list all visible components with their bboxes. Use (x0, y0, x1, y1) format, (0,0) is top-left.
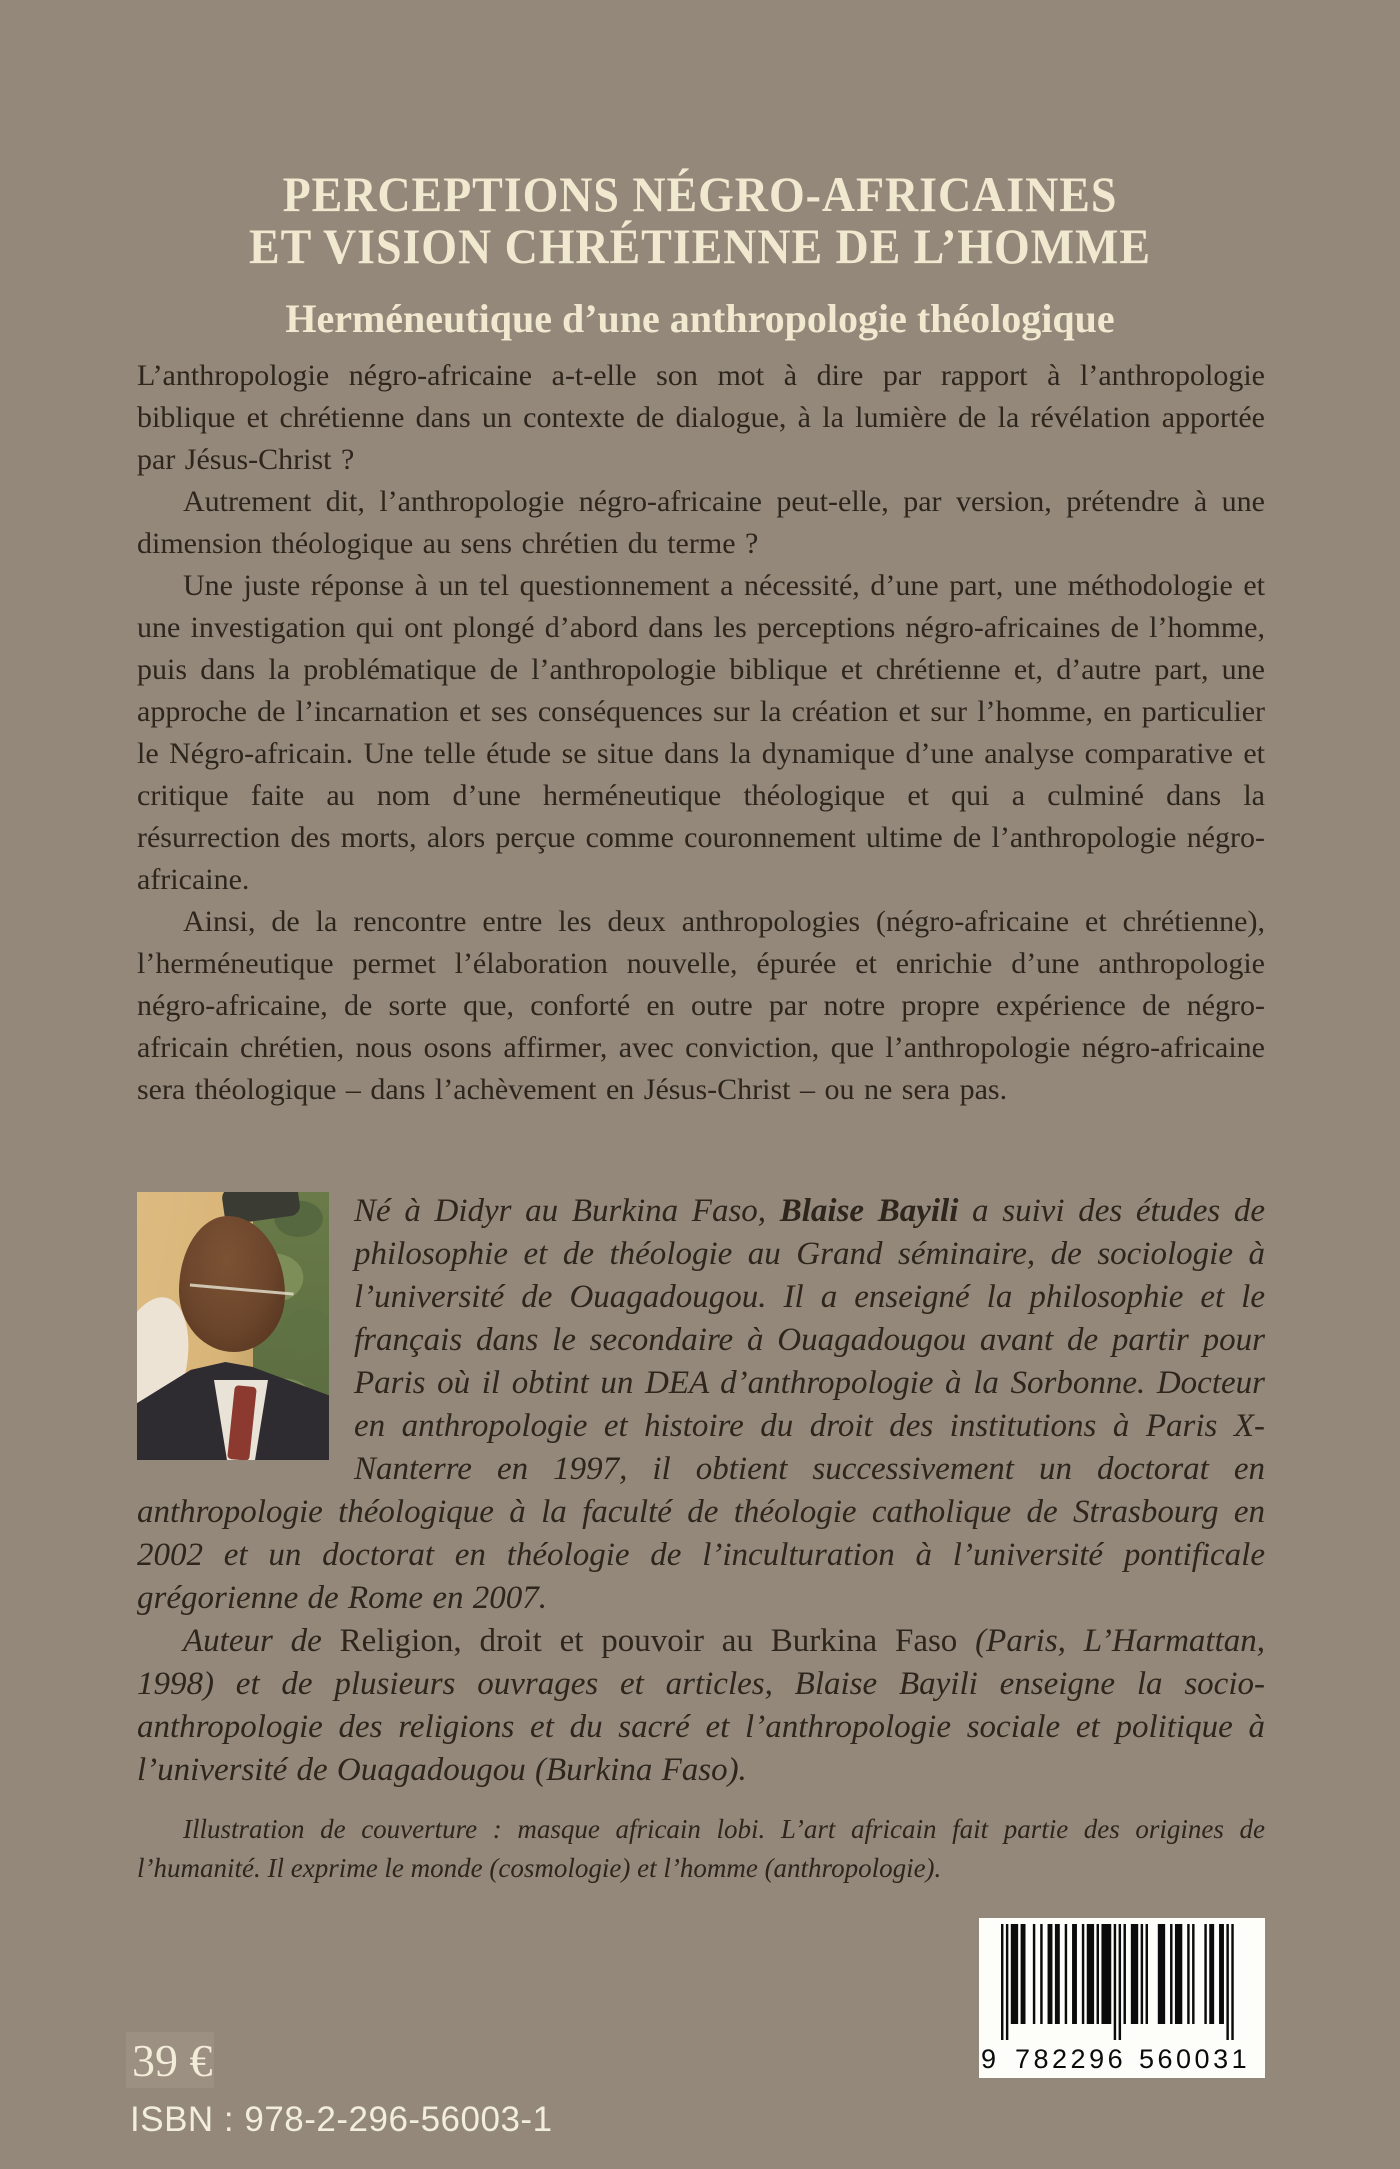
synopsis-paragraph-4: Ainsi, de la rencontre entre les deux anthropologies (négro-africaine et chrétienne), l’herméneutique permet l’élaboration nouvelle, épurée et enrichie d’une anthropologie négro-africaine, de sorte que, conforté en outre par notre propre expérience de négro-africain chrétien, nous osons affirmer, avec conviction, que l’anthropologie négro-africaine sera théologique – dans l’achèvement en Jésus-Christ – ou ne sera pas. (137, 905, 1265, 1106)
isbn-label: ISBN : 978-2-296-56003-1 (130, 2100, 553, 2139)
works-rest: (Paris, L’Harmattan, 1998) et de plusieurs ouvrages et articles, Blaise Bayili enseigne la socio-anthropologie des religions et du sacré et l’anthropologie sociale et politique à l’université de Ouagadougou (Burkina Faso). (137, 1623, 1265, 1788)
cited-book-title: Religion, droit et pouvoir au Burkina Faso (339, 1623, 976, 1659)
book-subtitle: Herméneutique d’une anthropologie théologique (285, 296, 1115, 341)
synopsis-paragraph-1: L’anthropologie négro-africaine a-t-elle son mot à dire par rapport à l’anthropologie biblique et chrétienne dans un contexte de dialogue, à la lumière de la révélation apportée par Jésus-Christ ? (137, 359, 1265, 476)
synopsis-paragraph-2: Autrement dit, l’anthropologie négro-africaine peut-elle, par version, prétendre à une dimension théologique au sens chrétien du terme ? (137, 485, 1265, 560)
bio-intro-after: a suivi des études de philosophie et de théologie au Grand séminaire, de sociologie à l’université de Ouagadougou. Il a enseigné la philosophie et le français dans le secondaire à Ouagadougou avant de partir pour Paris où il obtint un DEA d’anthropologie à la Sorbonne. Docteur en anthropologie et histoire du droit des institutions à Paris X-Nanterre en 1997, il obtient successivement un doctorat en anthropologie théologique à la faculté de théologie catholique de Strasbourg en 2002 et un doctorat en théologie de l’inculturation à l’université pontificale grégorienne de Rome en 2007. (137, 1193, 1265, 1616)
synopsis-paragraph-3: Une juste réponse à un tel questionnement a nécessité, d’une part, une méthodologie et une investigation qui ont plongé d’abord dans les perceptions négro-africaines de l’homme, puis dans la problématique de l’anthropologie biblique et chrétienne et, d’autre part, une approche de l’incarnation et ses conséquences sur la création et sur l’homme, en particulier le Négro-africain. Une telle étude se situe dans la dynamique d’une analyse comparative et critique faite au nom d’une herméneutique théologique et qui a culminé dans la résurrection des morts, alors perçue comme couronnement ultime de l’anthropologie négro-africaine. (137, 569, 1265, 896)
svg-text:782296: 782296 (1015, 2044, 1127, 2074)
cover-illustration-note: Illustration de couverture : masque africain lobi. L’art africain fait partie des origines de l’humanité. Il exprime le monde (cosmologie) et l’homme (anthropologie). (137, 1814, 1265, 1883)
synopsis (137, 355, 1265, 1111)
author-name: Blaise Bayili (779, 1193, 959, 1229)
price-label: 39 € (132, 2034, 213, 2086)
title-block (0, 168, 1400, 342)
bio-intro-before: Né à Didyr au Burkina Faso, (354, 1193, 780, 1229)
works-intro: Auteur de (183, 1623, 340, 1659)
barcode-bars (979, 1918, 1265, 2078)
book-title-line-1: PERCEPTIONS NÉGRO-AFRICAINES (282, 166, 1118, 222)
author-photo (137, 1192, 329, 1460)
svg-text:560031: 560031 (1139, 2044, 1251, 2074)
author-bio (137, 1190, 1265, 1792)
barcode (979, 1918, 1265, 2078)
price-chip (126, 2032, 214, 2088)
svg-text:9: 9 (981, 2044, 1000, 2074)
bio-works-paragraph (137, 1620, 1265, 1792)
book-title-line-2: ET VISION CHRÉTIENNE DE L’HOMME (249, 218, 1151, 274)
